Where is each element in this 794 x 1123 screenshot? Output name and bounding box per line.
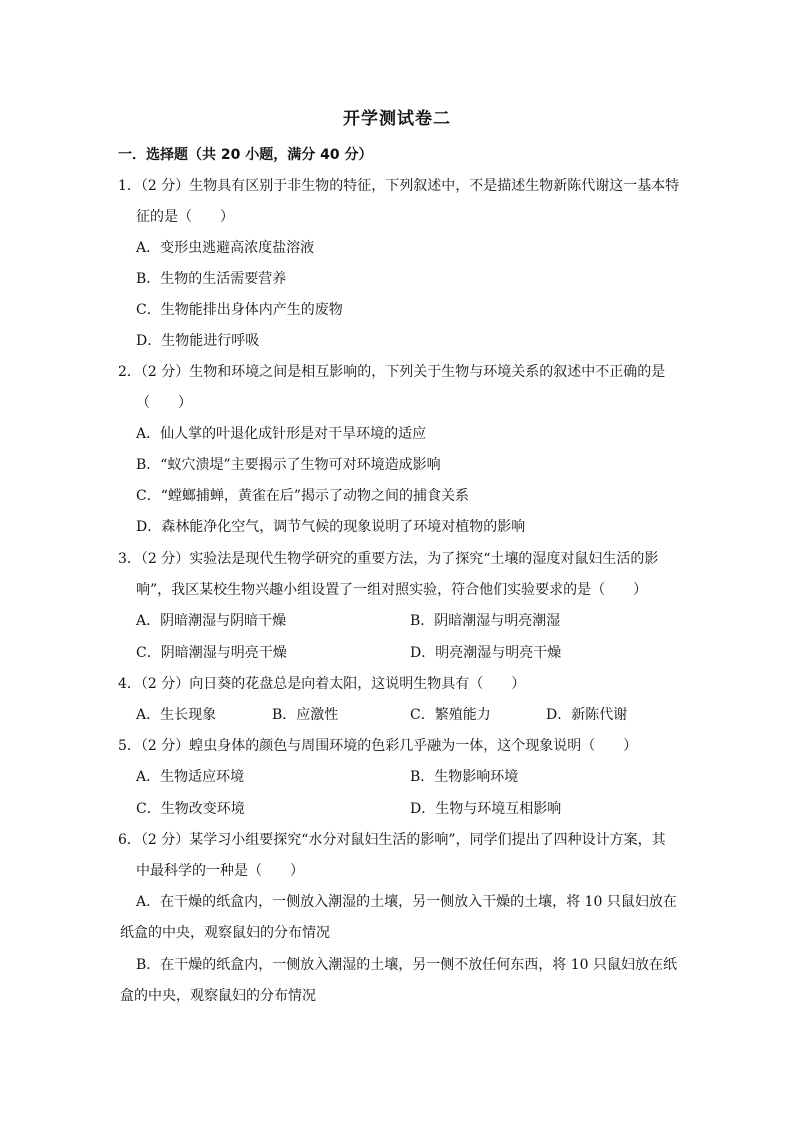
question-3-stem: 3．（2 分）实验法是现代生物学研究的重要方法，为了探究“土壤的湿度对鼠妇生活的影: [118, 551, 659, 567]
question-1-stem-cont: 征的是（ ）: [136, 209, 234, 225]
question-1-option-d: D．生物能进行呼吸: [136, 333, 260, 349]
question-5-option-b: B．生物影响环境: [410, 769, 519, 785]
question-2-option-a: A．仙人掌的叶退化成针形是对干旱环境的适应: [136, 426, 427, 442]
question-2-stem-cont: （ ）: [136, 395, 192, 411]
question-6-stem-cont: 中最科学的一种是（ ）: [136, 863, 304, 879]
question-6-option-a-cont: 纸盒的中央，观察鼠妇的分布情况: [120, 925, 330, 941]
question-4-option-c: C．繁殖能力: [410, 707, 491, 723]
question-5-option-a: A．生物适应环境: [136, 769, 245, 785]
question-4-stem: 4．（2 分）向日葵的花盘总是向着太阳，这说明生物具有（ ）: [118, 676, 526, 692]
question-3-option-b: B．阴暗潮湿与明亮潮湿: [410, 613, 561, 629]
question-1-option-c: C．生物能排出身体内产生的废物: [136, 302, 343, 318]
question-4-option-b: B．应激性: [272, 707, 339, 723]
question-2-option-b: B．“蚁穴溃堤”主要揭示了生物可对环境造成影响: [136, 457, 441, 473]
question-1-option-b: B．生物的生活需要营养: [136, 271, 287, 287]
question-4-option-a: A．生长现象: [136, 707, 217, 723]
question-5-option-d: D．生物与环境互相影响: [410, 801, 562, 817]
question-3-option-a: A．阴暗潮湿与阴暗干燥: [136, 613, 287, 629]
question-6-option-b: B．在干燥的纸盒内，一侧放入潮湿的土壤，另一侧不放任何东西，将 10 只鼠妇放在纸: [136, 957, 678, 973]
question-4-option-d: D．新陈代谢: [546, 707, 628, 723]
question-6-stem: 6．（2 分）某学习小组要探究“水分对鼠妇生活的影响”，同学们提出了四种设计方案，其: [118, 832, 666, 848]
page-title: 开学测试卷二: [343, 109, 451, 129]
question-6-option-a: A．在干燥的纸盒内，一侧放入潮湿的土壤，另一侧放入干燥的土壤，将 10 只鼠妇放在: [136, 894, 677, 910]
question-2-option-c: C．“螳螂捕蝉，黄雀在后”揭示了动物之间的捕食关系: [136, 488, 470, 504]
question-5-option-c: C．生物改变环境: [136, 801, 245, 817]
question-3-option-d: D．明亮潮湿与明亮干燥: [410, 645, 562, 661]
question-6-option-b-cont: 盒的中央，观察鼠妇的分布情况: [120, 988, 316, 1004]
question-3-option-c: C．阴暗潮湿与明亮干燥: [136, 645, 287, 661]
question-1-option-a: A．变形虫逃避高浓度盐溶液: [136, 240, 315, 256]
question-5-stem: 5．（2 分）蝗虫身体的颜色与周围环境的色彩几乎融为一体，这个现象说明（ ）: [118, 738, 638, 754]
question-2-option-d: D．森林能净化空气，调节气候的现象说明了环境对植物的影响: [136, 519, 526, 535]
question-3-stem-cont: 响”，我区某校生物兴趣小组设置了一组对照实验，符合他们实验要求的是（ ）: [136, 582, 648, 598]
section-heading: 一．选择题（共 20 小题，满分 40 分）: [118, 147, 373, 163]
question-2-stem: 2．（2 分）生物和环境之间是相互影响的，下列关于生物与环境关系的叙述中不正确的是: [118, 364, 666, 380]
question-1-stem: 1．（2 分）生物具有区别于非生物的特征，下列叙述中，不是描述生物新陈代谢这一基本特: [118, 178, 680, 194]
